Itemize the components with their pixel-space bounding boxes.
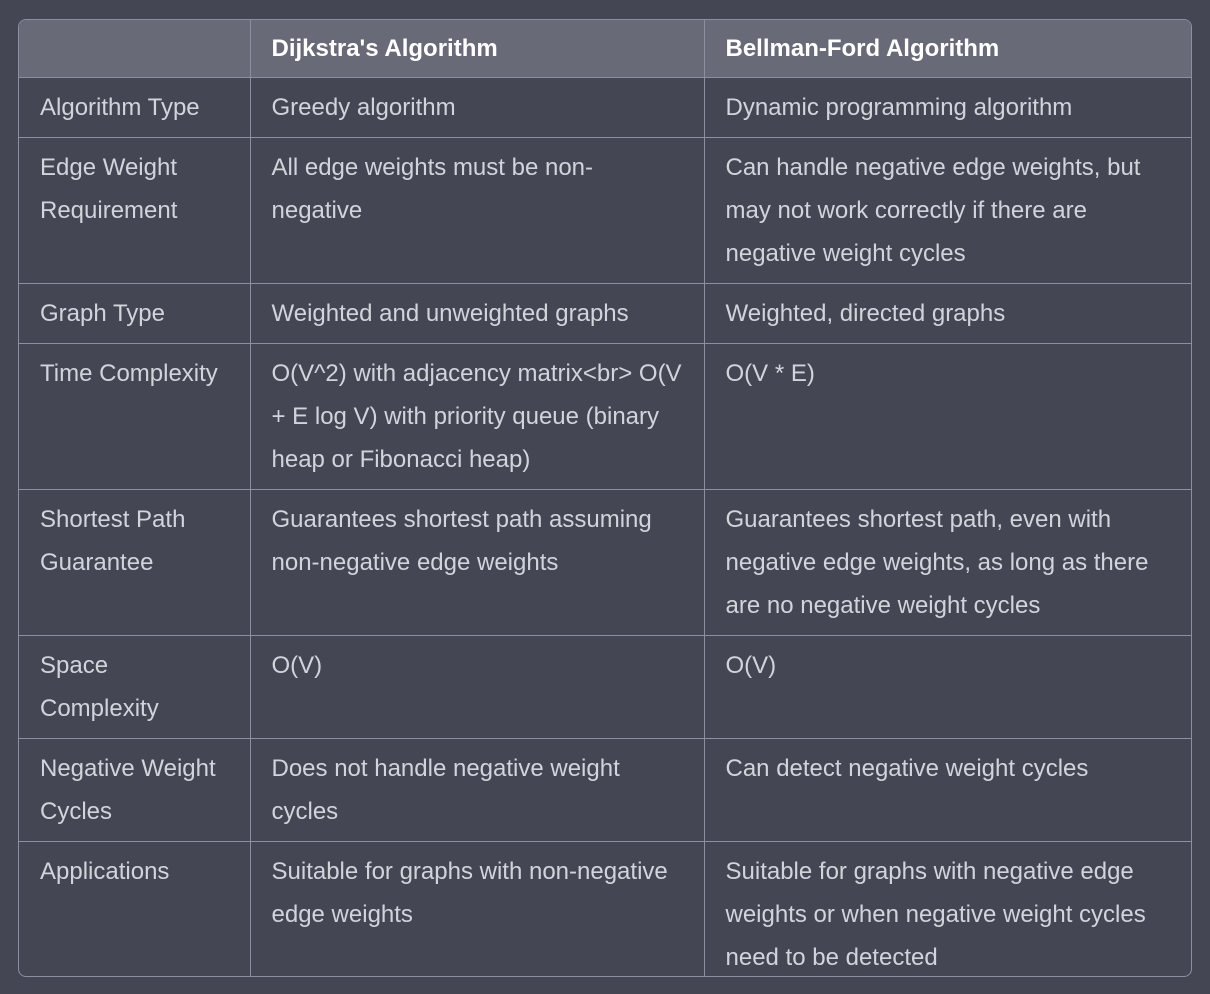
row-label: Algorithm Type (19, 78, 250, 138)
bellman-ford-cell: Can handle negative edge weights, but may not work correctly if there are negative weight cycles (704, 138, 1192, 284)
dijkstra-cell: Greedy algorithm (250, 78, 704, 138)
table-row (19, 138, 1192, 284)
row-label: Space Complexity (19, 636, 250, 739)
row-label: Negative Weight Cycles (19, 739, 250, 842)
table-row (19, 842, 1192, 978)
bellman-ford-cell: Weighted, directed graphs (704, 284, 1192, 344)
bellman-ford-cell: Suitable for graphs with negative edge weights or when negative weight cycles need to be detected (725, 858, 1146, 971)
header-empty-cell (19, 20, 250, 78)
dijkstra-cell: O(V) (250, 636, 704, 739)
row-label: Graph Type (19, 284, 250, 344)
table-row (19, 344, 1192, 490)
table-row (19, 284, 1192, 344)
row-label: Edge Weight Requirement (19, 138, 250, 284)
table-row (19, 636, 1192, 739)
dijkstra-cell: Suitable for graphs with non-negative edge weights (250, 842, 704, 978)
dijkstra-cell: Does not handle negative weight cycles (250, 739, 704, 842)
header-dijkstra: Dijkstra's Algorithm (250, 20, 704, 78)
dijkstra-cell: Guarantees shortest path assuming non-negative edge weights (250, 490, 704, 636)
row-label: Applications (19, 842, 250, 978)
table-row (19, 739, 1192, 842)
bellman-ford-cell: Can detect negative weight cycles (704, 739, 1192, 842)
bellman-ford-cell: O(V) (704, 636, 1192, 739)
comparison-table (19, 20, 1192, 977)
dijkstra-cell: Weighted and unweighted graphs (250, 284, 704, 344)
table-row (19, 490, 1192, 636)
dijkstra-cell: All edge weights must be non-negative (250, 138, 704, 284)
bellman-ford-cell: Dynamic programming algorithm (704, 78, 1192, 138)
row-label: Shortest Path Guarantee (19, 490, 250, 636)
comparison-table-container (18, 19, 1192, 977)
table-row (19, 78, 1192, 138)
bellman-ford-cell: Guarantees shortest path, even with negative edge weights, as long as there are no negative weight cycles (704, 490, 1192, 636)
bellman-ford-cell: O(V * E) (704, 344, 1192, 490)
table-header-row (19, 20, 1192, 78)
header-bellman-ford: Bellman-Ford Algorithm (704, 20, 1192, 78)
dijkstra-cell: O(V^2) with adjacency matrix<br> O(V + E log V) with priority queue (binary heap or Fibonacci heap) (250, 344, 704, 490)
row-label: Time Complexity (19, 344, 250, 490)
